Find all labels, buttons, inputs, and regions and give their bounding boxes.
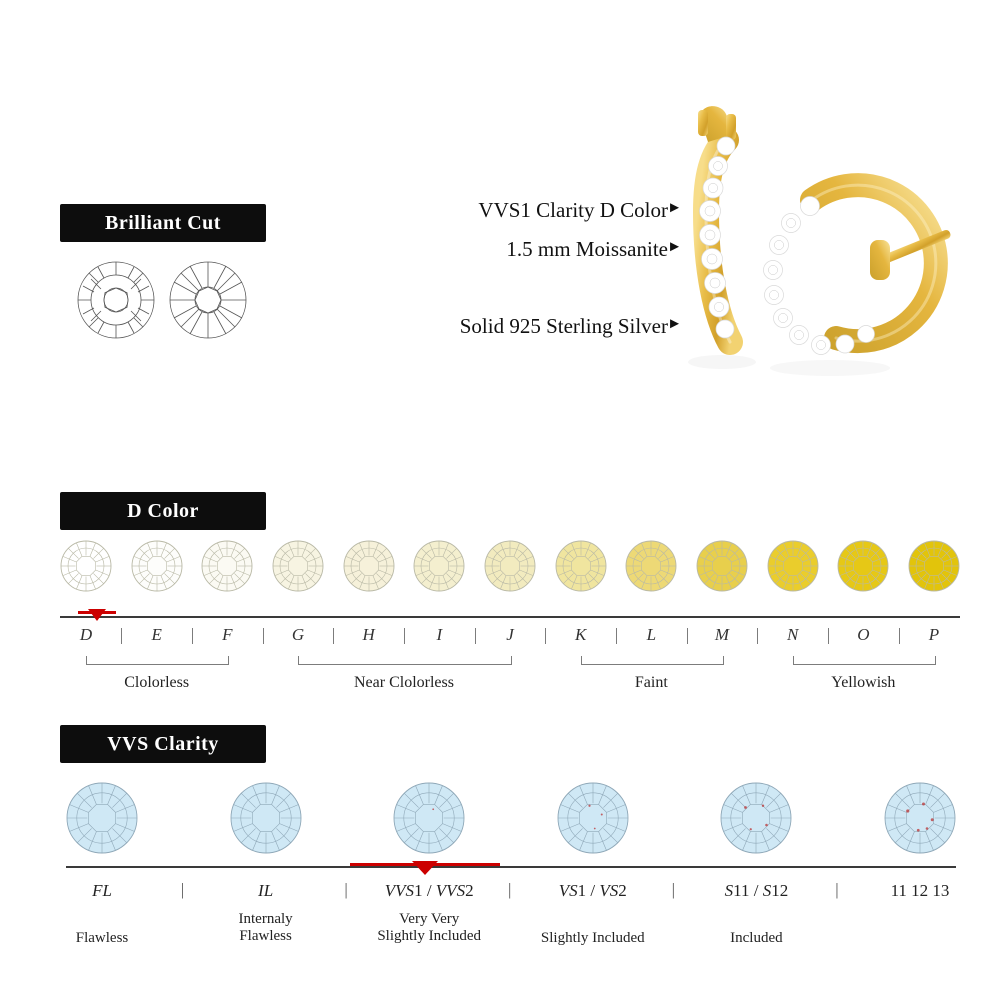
color-gem-k — [555, 540, 607, 592]
clarity-description-4: Included — [730, 930, 783, 946]
color-grade-label-f: F — [222, 625, 233, 644]
color-grade-label-i: I — [436, 625, 443, 644]
color-scale-tick — [404, 628, 405, 644]
color-gem-f — [201, 540, 253, 592]
color-scale-tick — [333, 628, 334, 644]
clarity-separator: | — [508, 880, 512, 899]
color-gem-j — [484, 540, 536, 592]
clarity-separator: | — [180, 880, 185, 899]
clarity-gem-1 — [230, 782, 302, 854]
color-grade-label-n: N — [786, 625, 799, 644]
clarity-grade-label-2: VVS1 / VVS2 — [384, 881, 474, 900]
color-gem-l — [625, 540, 677, 592]
color-group-bracket-3 — [793, 656, 936, 665]
clarity-description-1: Internaly Flawless — [238, 911, 293, 944]
d-color-badge-label: D Color — [127, 499, 199, 522]
color-scale-tick — [263, 628, 264, 644]
clarity-separator: | — [344, 880, 348, 899]
cut-shapes-svg — [68, 256, 264, 344]
color-grade-label-j: J — [506, 625, 514, 644]
color-gem-n — [767, 540, 819, 592]
clarity-scale-axis — [66, 866, 956, 868]
color-grade-label-h: H — [362, 625, 375, 644]
clarity-grade-label-3: VS1 / VS2 — [558, 881, 627, 900]
color-gem-d — [60, 540, 112, 592]
color-group-bracket-1 — [298, 656, 512, 665]
color-grade-label-o: O — [857, 625, 870, 644]
color-gem-g — [272, 540, 324, 592]
color-gem-e — [131, 540, 183, 592]
clarity-grade-label-5: 11 12 13 — [890, 881, 950, 900]
clarity-gem-4 — [720, 782, 792, 854]
color-scale-tick — [687, 628, 688, 644]
color-group-label-0: Clolorless — [124, 674, 190, 691]
clarity-gem-0 — [66, 782, 138, 854]
color-scale-tick — [545, 628, 546, 644]
color-grade-label-e: E — [151, 625, 162, 644]
color-scale-tick — [757, 628, 758, 644]
color-group-bracket-0 — [86, 656, 229, 665]
color-gem-h — [343, 540, 395, 592]
color-grade-label-l: L — [646, 625, 657, 644]
color-scale-tick — [121, 628, 122, 644]
color-group-label-1: Near Clolorless — [354, 674, 454, 691]
clarity-gem-2 — [393, 782, 465, 854]
feature-text-2: Solid 925 Sterling Silver — [459, 314, 668, 338]
clarity-separator: | — [671, 880, 675, 899]
d-color-badge — [60, 492, 266, 530]
clarity-grade-label-0: FL — [92, 881, 112, 900]
color-group-label-2: Faint — [634, 674, 668, 691]
color-gem-row — [60, 540, 960, 604]
color-gem-i — [413, 540, 465, 592]
feature-text-0: VVS1 Clarity D Color — [478, 198, 668, 222]
feature-arrow-icon-0: ► — [667, 200, 682, 216]
color-grade-label-p: P — [928, 625, 940, 644]
feature-arrow-icon-2: ► — [667, 316, 682, 332]
vvs-clarity-badge — [60, 725, 266, 763]
clarity-separator: | — [835, 880, 839, 899]
brilliant-cut-badge — [60, 204, 266, 242]
feature-text-1: 1.5 mm Moissanite — [506, 237, 668, 261]
color-scale-tick — [899, 628, 900, 644]
clarity-grade-label-1: IL — [258, 881, 274, 900]
color-group-label-3: Yellowish — [831, 674, 896, 691]
color-gem-p — [908, 540, 960, 592]
color-scale-tick — [616, 628, 617, 644]
color-gem-o — [837, 540, 889, 592]
clarity-description-2: Very Very Slightly Included — [377, 911, 482, 944]
clarity-gem-row — [60, 782, 960, 854]
color-scale-tick — [475, 628, 476, 644]
color-scale-tick — [192, 628, 193, 644]
brilliant-cut-badge-label: Brilliant Cut — [105, 211, 221, 234]
color-grade-label-m: M — [714, 625, 730, 644]
color-grade-label-g: G — [291, 625, 305, 644]
color-selected-marker — [78, 605, 116, 621]
color-group-bracket-2 — [581, 656, 724, 665]
clarity-gem-5 — [884, 782, 956, 854]
brilliant-cut-diagram — [68, 256, 264, 344]
clarity-selected-marker — [350, 855, 500, 875]
color-grade-label-d: D — [79, 625, 93, 644]
color-scale-axis — [60, 616, 960, 618]
color-scale-tick — [828, 628, 829, 644]
vvs-clarity-badge-label: VVS Clarity — [107, 732, 219, 755]
color-grade-label-k: K — [574, 625, 587, 644]
clarity-description-3: Slightly Included — [540, 930, 645, 946]
color-gem-m — [696, 540, 748, 592]
earrings-svg — [660, 80, 990, 390]
clarity-grade-label-4: S11 / S12 — [724, 881, 789, 900]
product-image-earrings — [660, 80, 990, 390]
clarity-gem-3 — [557, 782, 629, 854]
clarity-description-0: Flawless — [75, 930, 129, 946]
feature-arrow-icon-1: ► — [667, 239, 682, 255]
